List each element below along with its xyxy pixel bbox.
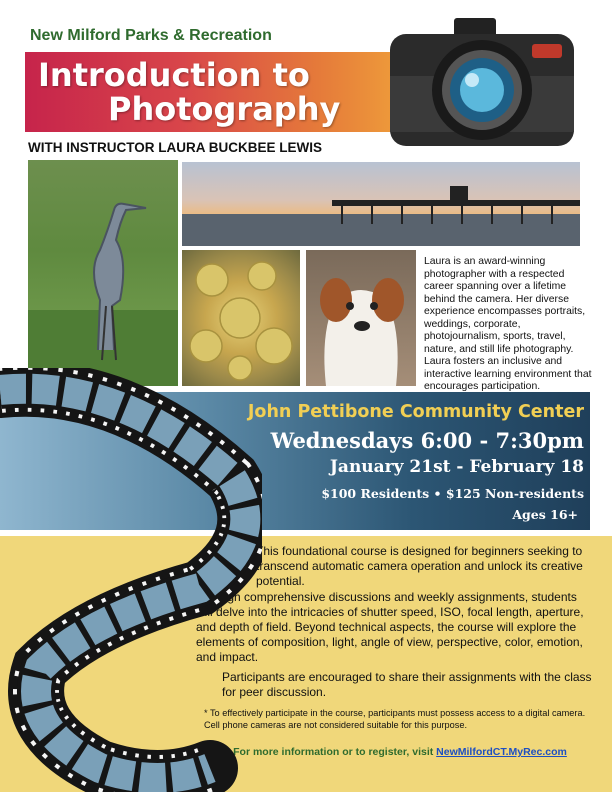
org-name: New Milford Parks & Recreation — [30, 27, 272, 44]
title-line-2: Photography — [108, 90, 341, 128]
age-requirement: Ages 16+ — [512, 507, 578, 522]
instructor-bio: Laura is an award-winning photographer with a respected career spanning over a lifetime behind the camera. Her diverse experience encompasses portraits, weddings, corporate, photojournalism, sports, travel, nature, and still life photography. Laura fosters an inclusive and interactive learning environment that encourages participation. — [424, 256, 592, 392]
instructor-line: WITH INSTRUCTOR LAURA BUCKBEE LEWIS — [28, 140, 322, 155]
title-line-1: Introduction to — [38, 56, 310, 94]
description-participation: Participants are encouraged to share their assignments with the class for peer discussion. — [222, 670, 592, 699]
heron-photo — [28, 160, 178, 386]
cactus-photo — [182, 250, 300, 386]
camera-icon — [384, 16, 580, 152]
camera-requirement-note: * To effectively participate in the course, participants must possess access to a digital camera. Cell phone cameras are not considered suitable for this purpose. — [204, 708, 586, 730]
registration-line — [204, 746, 596, 758]
pier-sunset-photo — [182, 162, 580, 246]
description-main: Through comprehensive discussions and weekly assignments, students will delve into the intricacies of shutter speed, ISO, focal length, aperture, and depth of field. Beyond technical aspects, the course will explore the elements of composition, light, angle of view, perspective, color, emotion, and impact. — [196, 590, 584, 664]
class-dates: January 21st - February 18 — [329, 457, 584, 477]
venue-name: John Pettibone Community Center — [247, 402, 584, 422]
description-intro: This foundational course is designed for beginners seeking to transcend automatic camera operation and unlock its creative potential. — [256, 544, 583, 588]
filmstrip-graphic — [0, 368, 262, 792]
registration-prefix: For more information or to register, visit — [233, 746, 437, 758]
class-price: $100 Residents • $125 Non-residents — [321, 486, 584, 501]
dog-photo — [306, 250, 416, 386]
class-schedule: Wednesdays 6:00 - 7:30pm — [270, 428, 584, 453]
registration-link[interactable]: NewMilfordCT.MyRec.com — [436, 746, 567, 758]
